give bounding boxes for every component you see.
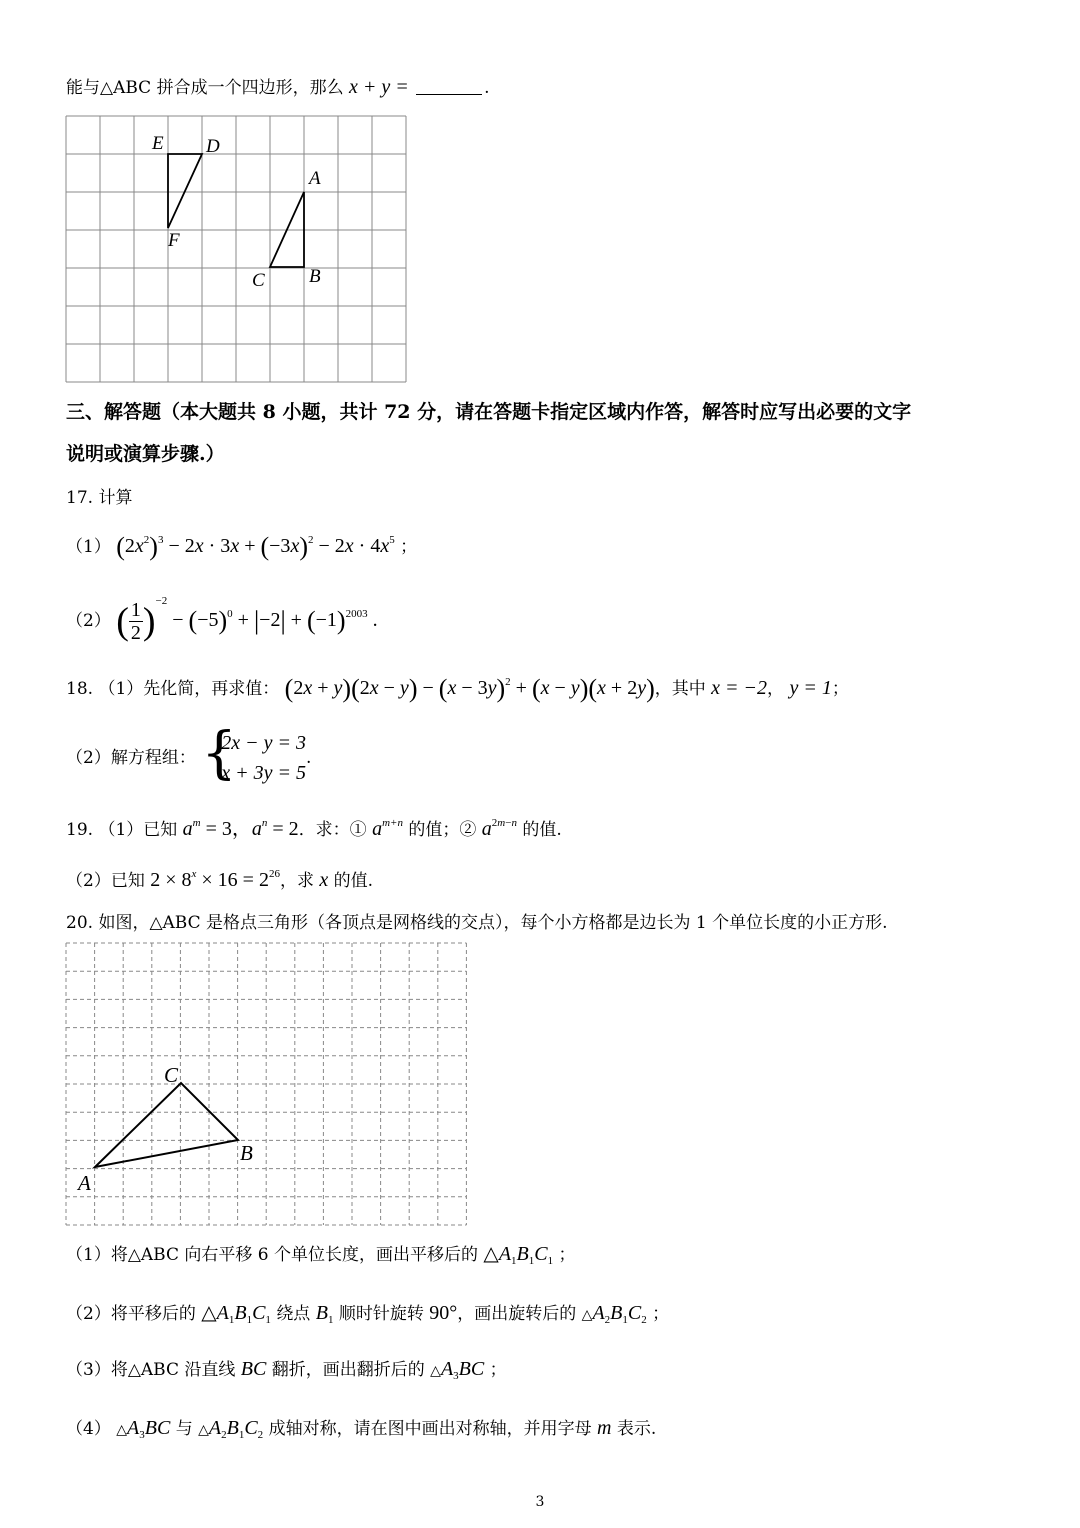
section3-heading-line2: 说明或演算步骤.） (66, 443, 225, 465)
q17-part2 (66, 595, 378, 644)
q18-part1: 18. （1）先化简，再求值： $(2x + y)(2x - y) - (x - 3y)^2 + (x - y)(x + 2y)$，其中 x = −2， y = 1； (66, 674, 849, 703)
q20-p3a: （3）将△ABC 沿直线 (66, 1360, 236, 1380)
point-b1: $B_1$ (315, 1302, 334, 1326)
triangle-a1b1c1-ref: $\triangle A_1B_1C_1$ (201, 1302, 271, 1326)
q19-p1-end: 的值. (522, 820, 562, 840)
q20-p2a: （2）将平移后的 (66, 1304, 196, 1324)
q19-part1 (66, 817, 562, 842)
q17-p2-label: （2） (66, 611, 111, 631)
triangle-def (168, 154, 202, 228)
q20-p1-text: （1）将△ABC 向右平移 6 个单位长度，画出平移后的 (66, 1245, 479, 1265)
q20-part4 (66, 1416, 656, 1443)
q19-p1-val: 的值；② (408, 820, 477, 840)
q17-part1: （1） $(2x^2)^3 - 2x \cdot 3x + (-3x)^2 - 2x \cdot 4x^5$ ； (66, 532, 418, 561)
q19-p1-mid: ．求：① (298, 820, 367, 840)
triangle-a3bc: $\triangle A_3BC$ (430, 1358, 485, 1382)
triangle-a3bc-ref: $\triangle A_3BC$ (116, 1417, 171, 1441)
q20-p4a: （4） (66, 1419, 111, 1439)
q20-part3: （3）将△ABC 沿直线 BC 翻折，画出翻折后的 $\triangle A_3BC$ ； (66, 1358, 507, 1382)
triangle-a1b1c1: $\triangle A_1B_1C_1$ (483, 1243, 554, 1267)
label-d: D (206, 136, 220, 157)
q19-p2-var: x (319, 869, 329, 891)
q16-period: . (484, 78, 490, 98)
triangle-a2b1c2: $\triangle A_2B_1C_2$ (581, 1302, 647, 1326)
q20-p3b: 翻折，画出翻折后的 (271, 1360, 425, 1380)
triangle-abc-2 (95, 1083, 238, 1167)
grid2-label-c: C (164, 1063, 179, 1087)
q19-p2-tail: 的值. (333, 871, 374, 891)
page-number: 3 (535, 1494, 545, 1510)
label-f: F (168, 230, 180, 251)
q17-p1-label: （1） (66, 537, 111, 557)
q20-p2b: 绕点 (276, 1304, 311, 1324)
label-a: A (309, 168, 321, 189)
q18-p1-label: 18. （1）先化简，再求值： (66, 679, 280, 699)
q18-p1-expr: $(2x + y)(2x - y) - (x - 3y)^2 + (x - y)(x + 2y)$ (284, 674, 655, 703)
q18-p2-label: （2）解方程组： (66, 748, 196, 768)
q16-text: 能与△ABC 拼合成一个四边形，那么 (66, 78, 344, 98)
q17-title: 17. 计算 (66, 488, 133, 508)
q19-p1-label: 19. （1）已知 (66, 820, 178, 840)
q20-p2c: 顺时针旋转 (338, 1304, 424, 1324)
label-e: E (152, 133, 164, 154)
q19-p2-label: （2）已知 (66, 871, 145, 891)
q16-answer-blank[interactable] (416, 78, 482, 95)
angle-90: 90° (429, 1302, 458, 1324)
equation-1: 2x − y = 3 (221, 732, 306, 754)
axis-m: m (596, 1417, 612, 1439)
grid-figure-1 (64, 112, 412, 384)
section3-heading-line1: 三、解答题（本大题共 8 小题，共计 72 分，请在答题卡指定区域内作答，解答时应写出必要的文字 (66, 401, 912, 423)
q16-expr: x + y = (348, 76, 409, 98)
q20-p4d: 表示. (616, 1419, 657, 1439)
q20-intro: 20. 如图，△ABC 是格点三角形（各顶点是网格线的交点），每个小方格都是边长为 1 个单位长度的小正方形. (66, 913, 888, 933)
line-bc: BC (240, 1358, 267, 1380)
q18-p1-cond: ，其中 (654, 679, 706, 699)
q16-tail-line (66, 75, 490, 100)
q19-p1-given: $a^m = 3$，$a^n = 2$ (182, 817, 299, 840)
q17-p1-expr: $(2x^2)^3 - 2x \cdot 3x + (-3x)^2 - 2x \cdot 4x^5$ (116, 532, 395, 561)
q20-p4c: 成轴对称，请在图中画出对称轴，并用字母 (268, 1419, 592, 1439)
q19-p2-expr: $2 \times 8^x \times 16 = 2^{26}$ (150, 868, 280, 891)
equation-2: x + 3y = 5 (221, 762, 306, 784)
grid-figure-2 (64, 940, 472, 1230)
brace-icon: { (201, 721, 237, 786)
label-c: C (252, 270, 265, 291)
label-b: B (309, 266, 321, 287)
grid2-label-b: B (240, 1141, 253, 1165)
q18-x-value: x = −2 (711, 677, 768, 699)
q18-part2: （2）解方程组： { 2x − y = 3 x + 3y = 5 . (66, 721, 312, 786)
triangle-a2b1c2-ref: $\triangle A_2B_1C_2$ (198, 1417, 264, 1441)
q20-p2d: ，画出旋转后的 (457, 1304, 577, 1324)
q20-part1: （1）将△ABC 向右平移 6 个单位长度，画出平移后的 $\triangle A_1B_1C_1$ ； (66, 1243, 576, 1267)
q20-part2: （2）将平移后的 $\triangle A_1B_1C_1$ 绕点 $B_1$ 顺时针旋转 90°，画出旋转后的 $\triangle A_2B_1C_2$ ； (66, 1302, 670, 1326)
q18-y-value: y = 1 (789, 677, 832, 699)
q19-expr-1: $a^{m+n}$ (372, 817, 403, 840)
q19-expr-2: $a^{2m-n}$ (481, 817, 517, 840)
q19-p2-end: ，求 (279, 871, 314, 891)
equation-system (201, 721, 306, 788)
q20-p4b: 与 (175, 1419, 193, 1439)
q17-p2-expr: ( $\frac{1}{2}$ )$^{-2} - (-5)^0 + |-2| + (-1)^{2003}$ . (116, 595, 378, 644)
grid2-label-a: A (78, 1171, 91, 1195)
q19-part2 (66, 868, 373, 893)
